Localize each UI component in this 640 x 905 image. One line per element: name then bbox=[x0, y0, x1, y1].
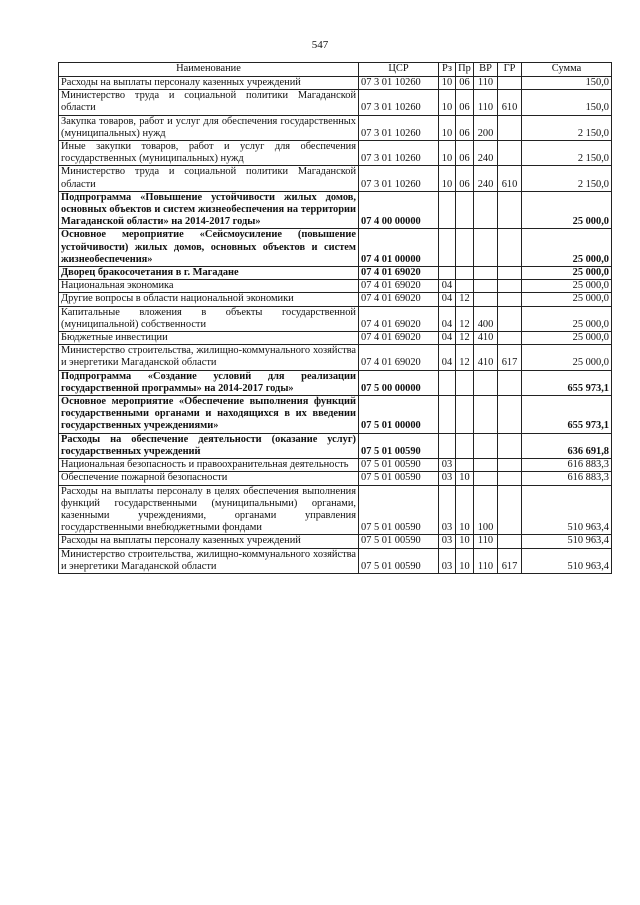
cell-csr: 07 5 01 00590 bbox=[359, 485, 439, 535]
cell-csr: 07 4 01 00000 bbox=[359, 229, 439, 267]
cell-sum: 25 000,0 bbox=[522, 345, 612, 370]
cell-rz bbox=[439, 433, 456, 458]
cell-vr bbox=[474, 229, 498, 267]
table-row bbox=[59, 459, 612, 472]
cell-csr: 07 4 01 69020 bbox=[359, 332, 439, 345]
cell-gr bbox=[498, 332, 522, 345]
cell-csr: 07 5 01 00590 bbox=[359, 459, 439, 472]
budget-table bbox=[58, 62, 612, 574]
table-row bbox=[59, 472, 612, 485]
cell-vr: 100 bbox=[474, 485, 498, 535]
cell-vr bbox=[474, 396, 498, 434]
header-pr: Пр bbox=[456, 63, 474, 77]
cell-vr: 110 bbox=[474, 548, 498, 573]
cell-sum: 25 000,0 bbox=[522, 293, 612, 306]
cell-csr: 07 5 01 00000 bbox=[359, 396, 439, 434]
cell-csr: 07 3 01 10260 bbox=[359, 90, 439, 115]
cell-rz: 04 bbox=[439, 345, 456, 370]
cell-vr: 240 bbox=[474, 166, 498, 191]
cell-vr bbox=[474, 433, 498, 458]
cell-vr: 200 bbox=[474, 115, 498, 140]
cell-rz: 04 bbox=[439, 293, 456, 306]
table-row bbox=[59, 267, 612, 280]
cell-csr: 07 5 01 00590 bbox=[359, 472, 439, 485]
cell-rz: 10 bbox=[439, 90, 456, 115]
table-row bbox=[59, 548, 612, 573]
cell-pr: 06 bbox=[456, 115, 474, 140]
table-row bbox=[59, 485, 612, 535]
cell-name: Министерство строительства, жилищно-коммунального хозяйства и энергетики Магаданской области bbox=[59, 548, 359, 573]
cell-sum: 636 691,8 bbox=[522, 433, 612, 458]
header-csr: ЦСР bbox=[359, 63, 439, 77]
cell-pr: 10 bbox=[456, 535, 474, 548]
cell-gr bbox=[498, 535, 522, 548]
cell-sum: 655 973,1 bbox=[522, 370, 612, 395]
cell-rz: 03 bbox=[439, 548, 456, 573]
cell-pr: 10 bbox=[456, 472, 474, 485]
cell-pr bbox=[456, 229, 474, 267]
cell-gr: 617 bbox=[498, 548, 522, 573]
cell-gr: 610 bbox=[498, 166, 522, 191]
cell-csr: 07 4 01 69020 bbox=[359, 306, 439, 331]
table-row bbox=[59, 332, 612, 345]
cell-gr bbox=[498, 370, 522, 395]
cell-pr: 06 bbox=[456, 90, 474, 115]
cell-gr bbox=[498, 267, 522, 280]
cell-sum: 25 000,0 bbox=[522, 267, 612, 280]
table-row bbox=[59, 115, 612, 140]
cell-gr bbox=[498, 115, 522, 140]
cell-vr bbox=[474, 267, 498, 280]
cell-name: Расходы на выплаты персоналу казенных учреждений bbox=[59, 77, 359, 90]
cell-pr: 12 bbox=[456, 293, 474, 306]
cell-vr: 400 bbox=[474, 306, 498, 331]
cell-name: Национальная безопасность и правоохранительная деятельность bbox=[59, 459, 359, 472]
cell-rz: 03 bbox=[439, 485, 456, 535]
cell-gr bbox=[498, 293, 522, 306]
cell-sum: 510 963,4 bbox=[522, 485, 612, 535]
cell-rz: 10 bbox=[439, 115, 456, 140]
cell-rz bbox=[439, 370, 456, 395]
cell-gr bbox=[498, 191, 522, 229]
cell-csr: 07 3 01 10260 bbox=[359, 166, 439, 191]
cell-sum: 2 150,0 bbox=[522, 141, 612, 166]
table-row bbox=[59, 306, 612, 331]
cell-sum: 25 000,0 bbox=[522, 332, 612, 345]
cell-name: Дворец бракосочетания в г. Магадане bbox=[59, 267, 359, 280]
cell-rz bbox=[439, 191, 456, 229]
cell-vr: 410 bbox=[474, 332, 498, 345]
cell-sum: 510 963,4 bbox=[522, 535, 612, 548]
cell-sum: 2 150,0 bbox=[522, 115, 612, 140]
cell-vr bbox=[474, 459, 498, 472]
table-row bbox=[59, 141, 612, 166]
header-rz: Рз bbox=[439, 63, 456, 77]
table-row bbox=[59, 433, 612, 458]
cell-sum: 510 963,4 bbox=[522, 548, 612, 573]
table-row bbox=[59, 90, 612, 115]
cell-name: Иные закупки товаров, работ и услуг для обеспечения государственных (муниципальных) нужд bbox=[59, 141, 359, 166]
cell-rz: 04 bbox=[439, 280, 456, 293]
cell-pr bbox=[456, 191, 474, 229]
table-row bbox=[59, 345, 612, 370]
cell-name: Закупка товаров, работ и услуг для обеспечения государственных (муниципальных) нужд bbox=[59, 115, 359, 140]
cell-rz bbox=[439, 396, 456, 434]
cell-rz: 04 bbox=[439, 306, 456, 331]
cell-rz: 04 bbox=[439, 332, 456, 345]
cell-sum: 616 883,3 bbox=[522, 472, 612, 485]
table-row bbox=[59, 77, 612, 90]
cell-pr: 06 bbox=[456, 166, 474, 191]
cell-pr bbox=[456, 459, 474, 472]
cell-csr: 07 5 01 00590 bbox=[359, 548, 439, 573]
cell-rz bbox=[439, 267, 456, 280]
cell-pr bbox=[456, 396, 474, 434]
cell-pr: 06 bbox=[456, 77, 474, 90]
cell-sum: 616 883,3 bbox=[522, 459, 612, 472]
cell-name: Министерство труда и социальной политики Магаданской области bbox=[59, 166, 359, 191]
cell-csr: 07 5 01 00590 bbox=[359, 433, 439, 458]
cell-name: Другие вопросы в области национальной экономики bbox=[59, 293, 359, 306]
cell-name: Расходы на выплаты персоналу в целях обеспечения выполнения функций государственными (муниципальными) органами, казенными учреждениями, органами управления государственными внебюджетными фондами bbox=[59, 485, 359, 535]
cell-vr bbox=[474, 472, 498, 485]
table-header-row bbox=[59, 63, 612, 77]
header-vr: ВР bbox=[474, 63, 498, 77]
cell-csr: 07 4 01 69020 bbox=[359, 293, 439, 306]
cell-rz: 03 bbox=[439, 472, 456, 485]
cell-vr: 110 bbox=[474, 535, 498, 548]
cell-gr bbox=[498, 229, 522, 267]
cell-gr bbox=[498, 396, 522, 434]
cell-pr bbox=[456, 433, 474, 458]
header-sum: Сумма bbox=[522, 63, 612, 77]
table-row bbox=[59, 191, 612, 229]
cell-name: Подпрограмма «Повышение устойчивости жилых домов, основных объектов и систем жизнеобеспечения на территории Магаданской области» на 2014-2017 годы» bbox=[59, 191, 359, 229]
cell-name: Министерство строительства, жилищно-коммунального хозяйства и энергетики Магаданской области bbox=[59, 345, 359, 370]
cell-csr: 07 4 01 69020 bbox=[359, 345, 439, 370]
cell-gr bbox=[498, 459, 522, 472]
cell-csr: 07 4 01 69020 bbox=[359, 267, 439, 280]
cell-csr: 07 3 01 10260 bbox=[359, 115, 439, 140]
cell-pr: 12 bbox=[456, 306, 474, 331]
table-row bbox=[59, 396, 612, 434]
table-row bbox=[59, 293, 612, 306]
cell-rz: 03 bbox=[439, 459, 456, 472]
cell-vr bbox=[474, 293, 498, 306]
cell-sum: 25 000,0 bbox=[522, 191, 612, 229]
cell-pr bbox=[456, 280, 474, 293]
cell-name: Министерство труда и социальной политики Магаданской области bbox=[59, 90, 359, 115]
cell-gr bbox=[498, 485, 522, 535]
table-row bbox=[59, 280, 612, 293]
cell-pr: 12 bbox=[456, 345, 474, 370]
cell-sum: 655 973,1 bbox=[522, 396, 612, 434]
cell-vr bbox=[474, 280, 498, 293]
cell-pr: 06 bbox=[456, 141, 474, 166]
cell-rz: 03 bbox=[439, 535, 456, 548]
cell-gr bbox=[498, 77, 522, 90]
header-gr: ГР bbox=[498, 63, 522, 77]
cell-csr: 07 5 01 00590 bbox=[359, 535, 439, 548]
cell-gr bbox=[498, 141, 522, 166]
cell-vr: 410 bbox=[474, 345, 498, 370]
cell-csr: 07 3 01 10260 bbox=[359, 77, 439, 90]
cell-name: Капитальные вложения в объекты государственной (муниципальной) собственности bbox=[59, 306, 359, 331]
cell-csr: 07 3 01 10260 bbox=[359, 141, 439, 166]
cell-rz: 10 bbox=[439, 77, 456, 90]
page-number: 547 bbox=[311, 39, 329, 51]
cell-gr bbox=[498, 306, 522, 331]
cell-pr bbox=[456, 267, 474, 280]
cell-vr: 110 bbox=[474, 77, 498, 90]
cell-rz bbox=[439, 229, 456, 267]
cell-name: Основное мероприятие «Обеспечение выполнения функций государственными органами и находящихся в их введении государственных учреждениями» bbox=[59, 396, 359, 434]
cell-name: Обеспечение пожарной безопасности bbox=[59, 472, 359, 485]
cell-name: Расходы на выплаты персоналу казенных учреждений bbox=[59, 535, 359, 548]
cell-rz: 10 bbox=[439, 166, 456, 191]
cell-sum: 150,0 bbox=[522, 77, 612, 90]
cell-gr: 617 bbox=[498, 345, 522, 370]
table-row bbox=[59, 229, 612, 267]
cell-vr: 240 bbox=[474, 141, 498, 166]
cell-sum: 2 150,0 bbox=[522, 166, 612, 191]
cell-pr: 10 bbox=[456, 548, 474, 573]
cell-name: Национальная экономика bbox=[59, 280, 359, 293]
cell-vr bbox=[474, 370, 498, 395]
table-row bbox=[59, 166, 612, 191]
header-name: Наименование bbox=[59, 63, 359, 77]
cell-pr: 12 bbox=[456, 332, 474, 345]
cell-sum: 25 000,0 bbox=[522, 229, 612, 267]
cell-csr: 07 5 00 00000 bbox=[359, 370, 439, 395]
cell-gr bbox=[498, 472, 522, 485]
cell-rz: 10 bbox=[439, 141, 456, 166]
cell-csr: 07 4 00 00000 bbox=[359, 191, 439, 229]
table-body bbox=[59, 77, 612, 574]
cell-csr: 07 4 01 69020 bbox=[359, 280, 439, 293]
cell-sum: 25 000,0 bbox=[522, 280, 612, 293]
cell-sum: 150,0 bbox=[522, 90, 612, 115]
cell-gr bbox=[498, 280, 522, 293]
cell-sum: 25 000,0 bbox=[522, 306, 612, 331]
cell-name: Основное мероприятие «Сейсмоусиление (повышение устойчивости) жилых домов, основных объектов и систем жизнеобеспечения» bbox=[59, 229, 359, 267]
cell-vr bbox=[474, 191, 498, 229]
cell-gr bbox=[498, 433, 522, 458]
cell-pr bbox=[456, 370, 474, 395]
table-row bbox=[59, 370, 612, 395]
cell-name: Подпрограмма «Создание условий для реализации государственной программы» на 2014-2017 годы» bbox=[59, 370, 359, 395]
cell-pr: 10 bbox=[456, 485, 474, 535]
cell-name: Расходы на обеспечение деятельности (оказание услуг) государственных учреждений bbox=[59, 433, 359, 458]
cell-name: Бюджетные инвестиции bbox=[59, 332, 359, 345]
cell-vr: 110 bbox=[474, 90, 498, 115]
table-row bbox=[59, 535, 612, 548]
cell-gr: 610 bbox=[498, 90, 522, 115]
